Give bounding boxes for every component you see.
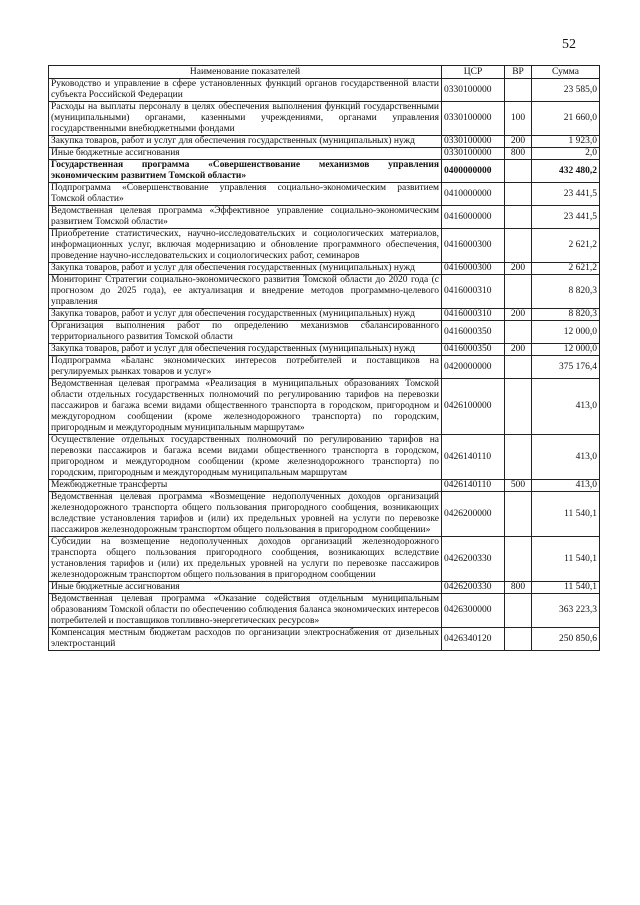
row-csr-cell: 0400000000 [442, 160, 505, 183]
row-sum-cell: 2 621,2 [532, 263, 600, 275]
row-vr-cell [505, 379, 532, 435]
row-name-cell: Межбюджетные трансферты [49, 480, 442, 492]
table-row [49, 148, 600, 160]
table-row [49, 435, 600, 480]
row-csr-cell: 0416000310 [442, 309, 505, 321]
row-sum-cell: 1 923,0 [532, 136, 600, 148]
row-name-cell: Руководство и управление в сфере установленных функций органов государственной власти субъекта Российской Федерации [49, 79, 442, 102]
row-vr-cell [505, 321, 532, 344]
row-csr-cell: 0426200330 [442, 537, 505, 582]
table-row [49, 263, 600, 275]
table-row [49, 309, 600, 321]
table-row [49, 582, 600, 594]
row-name-cell: Закупка товаров, работ и услуг для обеспечения государственных (муниципальных) нужд [49, 263, 442, 275]
row-sum-cell: 250 850,6 [532, 628, 600, 651]
row-csr-cell: 0416000310 [442, 275, 505, 309]
row-sum-cell: 8 820,3 [532, 309, 600, 321]
row-sum-cell: 432 480,2 [532, 160, 600, 183]
row-vr-cell [505, 206, 532, 229]
row-vr-cell [505, 356, 532, 379]
row-name-cell: Иные бюджетные ассигнования [49, 582, 442, 594]
row-name-cell: Закупка товаров, работ и услуг для обеспечения государственных (муниципальных) нужд [49, 344, 442, 356]
row-sum-cell: 11 540,1 [532, 537, 600, 582]
table-row [49, 344, 600, 356]
row-sum-cell: 21 660,0 [532, 102, 600, 136]
row-csr-cell: 0426200000 [442, 492, 505, 537]
header-csr: ЦСР [442, 66, 505, 79]
header-name: Наименование показателей [49, 66, 442, 79]
header-sum: Сумма [532, 66, 600, 79]
row-csr-cell: 0426140110 [442, 435, 505, 480]
row-vr-cell [505, 435, 532, 480]
row-csr-cell: 0416000300 [442, 229, 505, 263]
row-csr-cell: 0416000350 [442, 344, 505, 356]
table-row [49, 628, 600, 651]
row-csr-cell: 0330100000 [442, 102, 505, 136]
row-vr-cell: 100 [505, 102, 532, 136]
row-name-cell: Организация выполнения работ по определению механизмов сбалансированного территориального развития Томской области [49, 321, 442, 344]
row-name-cell: Подпрограмма «Баланс экономических интересов потребителей и поставщиков на регулируемых рынках товаров и услуг» [49, 356, 442, 379]
row-vr-cell [505, 229, 532, 263]
row-sum-cell: 2,0 [532, 148, 600, 160]
row-vr-cell [505, 594, 532, 628]
row-name-cell: Ведомственная целевая программа «Оказание содействия отдельным муниципальным образованиям Томской области по обеспечению соблюдения баланса экономических интересов потребителей и поставщиков топливно-энергетических ресурсов» [49, 594, 442, 628]
row-sum-cell: 8 820,3 [532, 275, 600, 309]
table-row [49, 480, 600, 492]
row-name-cell: Закупка товаров, работ и услуг для обеспечения государственных (муниципальных) нужд [49, 309, 442, 321]
row-csr-cell: 0330100000 [442, 136, 505, 148]
row-name-cell: Ведомственная целевая программа «Возмещение недополученных доходов организаций железнодорожного транспорта общего пользования пригородного сообщения, возникающих вследствие установления тарифов и (или) их предельных уровней на услуги по перевозке пассажиров железнодорожным транспортом общего пользования в пригородном сообщении» [49, 492, 442, 537]
row-vr-cell: 200 [505, 344, 532, 356]
table-row [49, 321, 600, 344]
row-sum-cell: 413,0 [532, 435, 600, 480]
row-name-cell: Ведомственная целевая программа «Реализация в муниципальных образованиях Томской области отдельных государственных полномочий по регулированию тарифов на перевозки пассажиров и багажа всеми видами общественного транспорта в городском, пригородном и междугородном сообщении (кроме железнодорожного транспорта) по городским, пригородным и междугородным муниципальным маршрутам» [49, 379, 442, 435]
row-vr-cell: 800 [505, 148, 532, 160]
row-name-cell: Иные бюджетные ассигнования [49, 148, 442, 160]
row-sum-cell: 12 000,0 [532, 344, 600, 356]
row-vr-cell [505, 160, 532, 183]
row-csr-cell: 0426340120 [442, 628, 505, 651]
row-sum-cell: 23 441,5 [532, 183, 600, 206]
row-sum-cell: 23 585,0 [532, 79, 600, 102]
row-sum-cell: 413,0 [532, 480, 600, 492]
row-name-cell: Осуществление отдельных государственных полномочий по регулированию тарифов на перевозки пассажиров и багажа всеми видами общественного транспорта в городском, пригородном и междугородном сообщении (кроме железнодорожного транспорта) по городским, пригородным и междугородным муниципальным маршрутам [49, 435, 442, 480]
row-vr-cell [505, 492, 532, 537]
row-sum-cell: 12 000,0 [532, 321, 600, 344]
budget-table-body [49, 79, 600, 651]
table-row [49, 136, 600, 148]
row-vr-cell [505, 628, 532, 651]
table-row [49, 102, 600, 136]
table-row [49, 594, 600, 628]
row-vr-cell [505, 537, 532, 582]
row-vr-cell: 800 [505, 582, 532, 594]
row-csr-cell: 0416000300 [442, 263, 505, 275]
row-csr-cell: 0416000350 [442, 321, 505, 344]
row-name-cell: Ведомственная целевая программа «Эффективное управление социально-экономическим развитием Томской области» [49, 206, 442, 229]
row-name-cell: Государственная программа «Совершенствование механизмов управления экономическим развитием Томской области» [49, 160, 442, 183]
table-row [49, 79, 600, 102]
row-name-cell: Компенсация местным бюджетам расходов по организации электроснабжения от дизельных электростанций [49, 628, 442, 651]
row-name-cell: Субсидии на возмещение недополученных доходов организаций железнодорожного транспорта общего пользования пригородного сообщения, возникающих вследствие установления тарифов и (или) их предельных уровней на услуги по перевозке пассажиров железнодорожным транспортом общего пользования в пригородном сообщении [49, 537, 442, 582]
row-vr-cell: 200 [505, 309, 532, 321]
page-number: 52 [562, 37, 576, 52]
table-row [49, 537, 600, 582]
row-sum-cell: 11 540,1 [532, 492, 600, 537]
row-sum-cell: 363 223,3 [532, 594, 600, 628]
row-name-cell: Подпрограмма «Совершенствование управления социально-экономическим развитием Томской области» [49, 183, 442, 206]
row-csr-cell: 0426200330 [442, 582, 505, 594]
row-name-cell: Закупка товаров, работ и услуг для обеспечения государственных (муниципальных) нужд [49, 136, 442, 148]
row-sum-cell: 413,0 [532, 379, 600, 435]
row-vr-cell: 200 [505, 136, 532, 148]
row-csr-cell: 0330100000 [442, 79, 505, 102]
row-vr-cell [505, 275, 532, 309]
table-row [49, 492, 600, 537]
row-sum-cell: 11 540,1 [532, 582, 600, 594]
table-row [49, 206, 600, 229]
row-vr-cell: 200 [505, 263, 532, 275]
table-row [49, 275, 600, 309]
row-name-cell: Приобретение статистических, научно-исследовательских и социологических материалов, информационных услуг, включая модернизацию и обновление программного обеспечения, проведение научно-исследовательских и социологических работ, семинаров [49, 229, 442, 263]
header-vr: ВР [505, 66, 532, 79]
row-sum-cell: 2 621,2 [532, 229, 600, 263]
table-row [49, 379, 600, 435]
table-row [49, 160, 600, 183]
row-name-cell: Расходы на выплаты персоналу в целях обеспечения выполнения функций государственными (муниципальными) органами, казенными учреждениями, органами управления государственными внебюджетными фондами [49, 102, 442, 136]
row-csr-cell: 0410000000 [442, 183, 505, 206]
row-vr-cell [505, 183, 532, 206]
row-csr-cell: 0426100000 [442, 379, 505, 435]
table-header-row [49, 66, 600, 79]
table-row [49, 229, 600, 263]
row-csr-cell: 0426140110 [442, 480, 505, 492]
budget-table [48, 65, 600, 651]
row-sum-cell: 23 441,5 [532, 206, 600, 229]
row-name-cell: Мониторинг Стратегии социально-экономического развития Томской области до 2020 года (с прогнозом до 2025 года), ее актуализация и внедрение методов программно-целевого управления [49, 275, 442, 309]
row-csr-cell: 0416000000 [442, 206, 505, 229]
row-vr-cell [505, 79, 532, 102]
row-csr-cell: 0426300000 [442, 594, 505, 628]
row-vr-cell: 500 [505, 480, 532, 492]
row-csr-cell: 0330100000 [442, 148, 505, 160]
table-row [49, 183, 600, 206]
row-sum-cell: 375 176,4 [532, 356, 600, 379]
table-row [49, 356, 600, 379]
row-csr-cell: 0420000000 [442, 356, 505, 379]
